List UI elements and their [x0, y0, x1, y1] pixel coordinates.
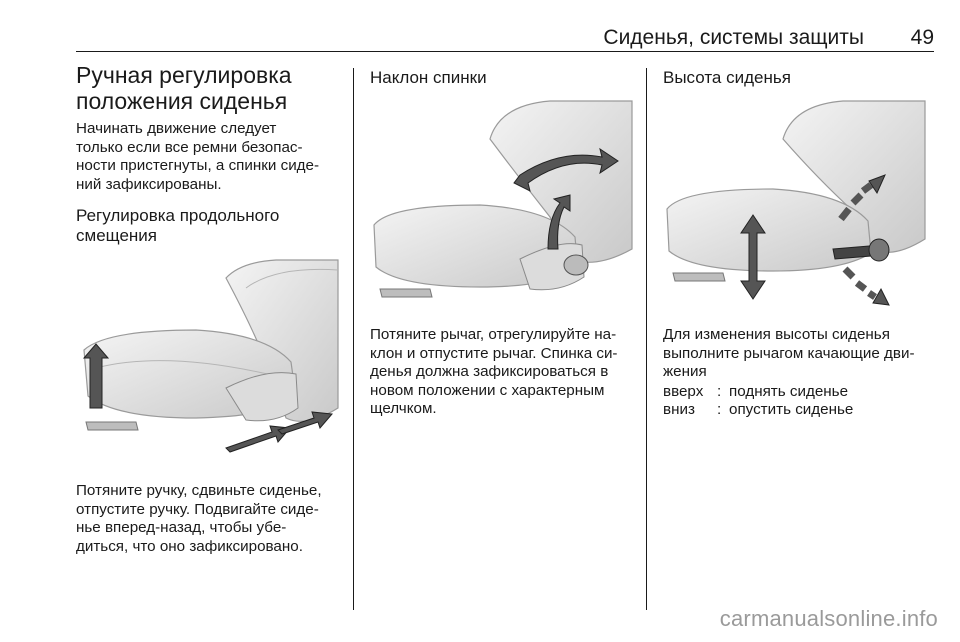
seat-height-illustration [663, 99, 931, 313]
text-line: новом положении с характерным [370, 381, 605, 399]
option-row-up [663, 383, 931, 402]
caption-paragraph [663, 326, 931, 382]
text-line: смещения [76, 226, 157, 245]
column-divider [646, 68, 647, 610]
text-line: жения [663, 363, 707, 380]
page-number: 49 [910, 26, 934, 49]
text-line: Потяните рычаг, отрегулируйте на- [370, 326, 617, 343]
section-heading [76, 62, 342, 114]
text-line: отпустите ручку. Подвигайте сиде- [76, 500, 319, 518]
text-line: только если все ремни безопас- [76, 138, 303, 156]
text-line: щелчком. [370, 400, 437, 417]
text-line: нье вперед-назад, чтобы убе- [76, 519, 287, 536]
option-row-down [663, 401, 931, 420]
caption-paragraph [76, 482, 342, 556]
text-line: Начинать движение следует [76, 120, 277, 137]
height-options-table [663, 383, 931, 420]
page-header [76, 14, 934, 52]
text-line: денья должна зафиксироваться в [370, 363, 609, 380]
option-value: опустить сиденье [729, 401, 854, 418]
text-line: ний зафиксированы. [76, 175, 222, 193]
column-seat-height [663, 60, 931, 420]
text-line: Для изменения высоты сиденья [663, 326, 890, 343]
column-divider [353, 68, 354, 610]
heading-line: Ручная регулировка [76, 62, 292, 88]
option-key: вверх [663, 382, 704, 400]
watermark: carmanualsonline.info [719, 606, 938, 631]
option-value: поднять сиденье [729, 382, 849, 400]
text-line: клон и отпустите рычаг. Спинка си- [370, 344, 618, 362]
option-key: вниз [663, 401, 695, 418]
subheading [76, 206, 342, 246]
text-line: Регулировка продольного [76, 206, 280, 225]
seat-recline-illustration [370, 99, 636, 313]
text-line: выполните рычагом качающие дви- [663, 344, 915, 362]
text-line: Потяните ручку, сдвиньте сиденье, [76, 482, 322, 499]
text-line: диться, что оно зафиксировано. [76, 537, 303, 555]
option-separator: : [717, 401, 722, 418]
seat-slide-illustration [76, 258, 342, 472]
section-heading: Наклон спинки [370, 68, 487, 87]
caption-paragraph [370, 326, 636, 419]
option-separator: : [717, 382, 722, 400]
column-seat-adjustment [76, 60, 342, 556]
intro-paragraph [76, 120, 342, 194]
column-backrest-recline [370, 60, 636, 419]
text-line: ности пристегнуты, а спинки сиде- [76, 157, 320, 174]
section-title: Сиденья, системы защиты [603, 26, 864, 49]
heading-line: положения сиденья [76, 88, 288, 114]
section-heading: Высота сиденья [663, 68, 791, 87]
